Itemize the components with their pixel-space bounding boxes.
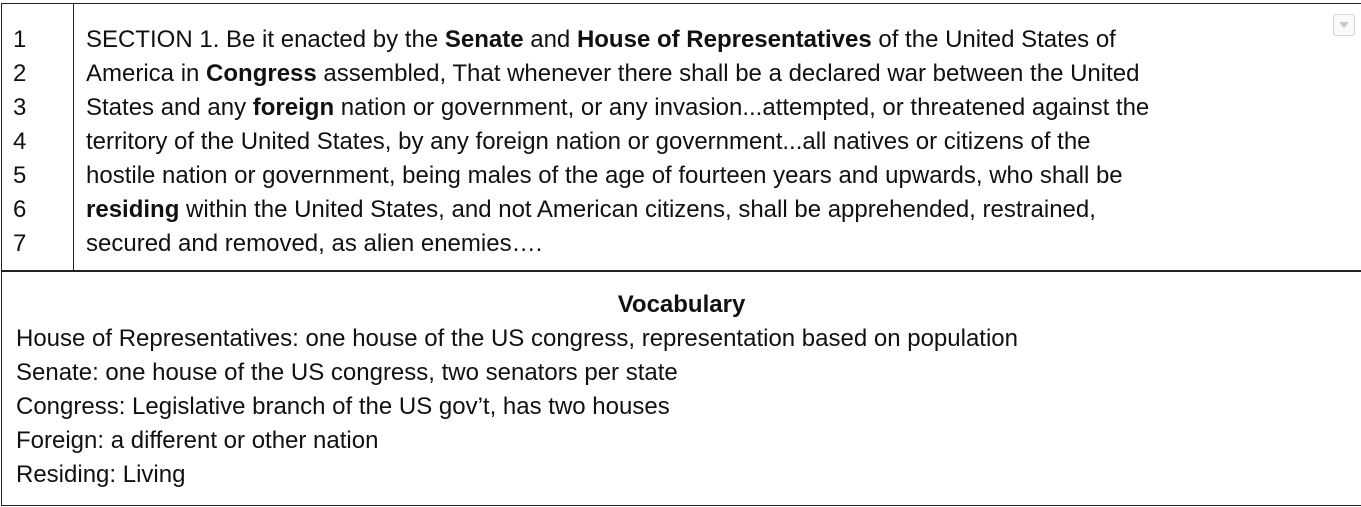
passage-line [86,159,1361,193]
passage-line [86,125,1361,159]
passage-text-column [74,4,1361,271]
text-run: States and any [86,94,253,121]
chevron-down-icon [1338,21,1350,29]
text-run: of the United States of [871,26,1116,53]
vocabulary-entry: Foreign: a different or other nation [16,427,379,454]
dropdown-button[interactable] [1333,14,1355,36]
key-term: residing [86,196,180,223]
vocabulary-entry: Residing: Living [16,461,186,488]
text-run: SECTION 1. Be it enacted by the [86,26,445,53]
passage-line [86,57,1361,91]
passage-line [86,193,1361,227]
vocabulary-entry: House of Representatives: one house of the US congress, representation based on population [16,325,1018,352]
passage-table [1,3,1361,272]
text-run: secured and removed, as alien enemies…. [86,230,543,257]
text-run: territory of the United States, by any foreign nation or government...all natives or citizens of the [86,128,1091,155]
key-term: Congress [206,60,317,87]
vocabulary-title: Vocabulary [617,291,746,318]
line-number-column [2,4,74,271]
text-run: nation or government, or any invasion...attempted, or threatened against the [334,94,1150,121]
key-term: House of Representatives [576,26,872,53]
passage-line [86,91,1361,125]
line-number: 4 [13,128,27,155]
text-run: and [523,26,577,53]
text-run: America in [86,60,207,87]
line-number: 2 [13,60,27,87]
passage-line [86,23,1361,57]
vocabulary-entry: Congress: Legislative branch of the US gov’t, has two houses [16,393,670,420]
passage-line [86,227,1361,261]
line-number: 6 [13,196,27,223]
vocabulary-box [1,270,1361,506]
line-number: 5 [13,162,27,189]
text-run: assembled, That whenever there shall be a declared war between the United [316,60,1140,87]
line-number: 1 [13,26,27,53]
vocabulary-entry: Senate: one house of the US congress, two senators per state [16,359,678,386]
line-number: 3 [13,94,27,121]
text-run: hostile nation or government, being males of the age of fourteen years and upwards, who shall be [86,162,1123,189]
key-term: foreign [252,94,335,121]
key-term: Senate [444,26,524,53]
line-number: 7 [13,230,27,257]
text-run: within the United States, and not American citizens, shall be apprehended, restrained, [179,196,1096,223]
